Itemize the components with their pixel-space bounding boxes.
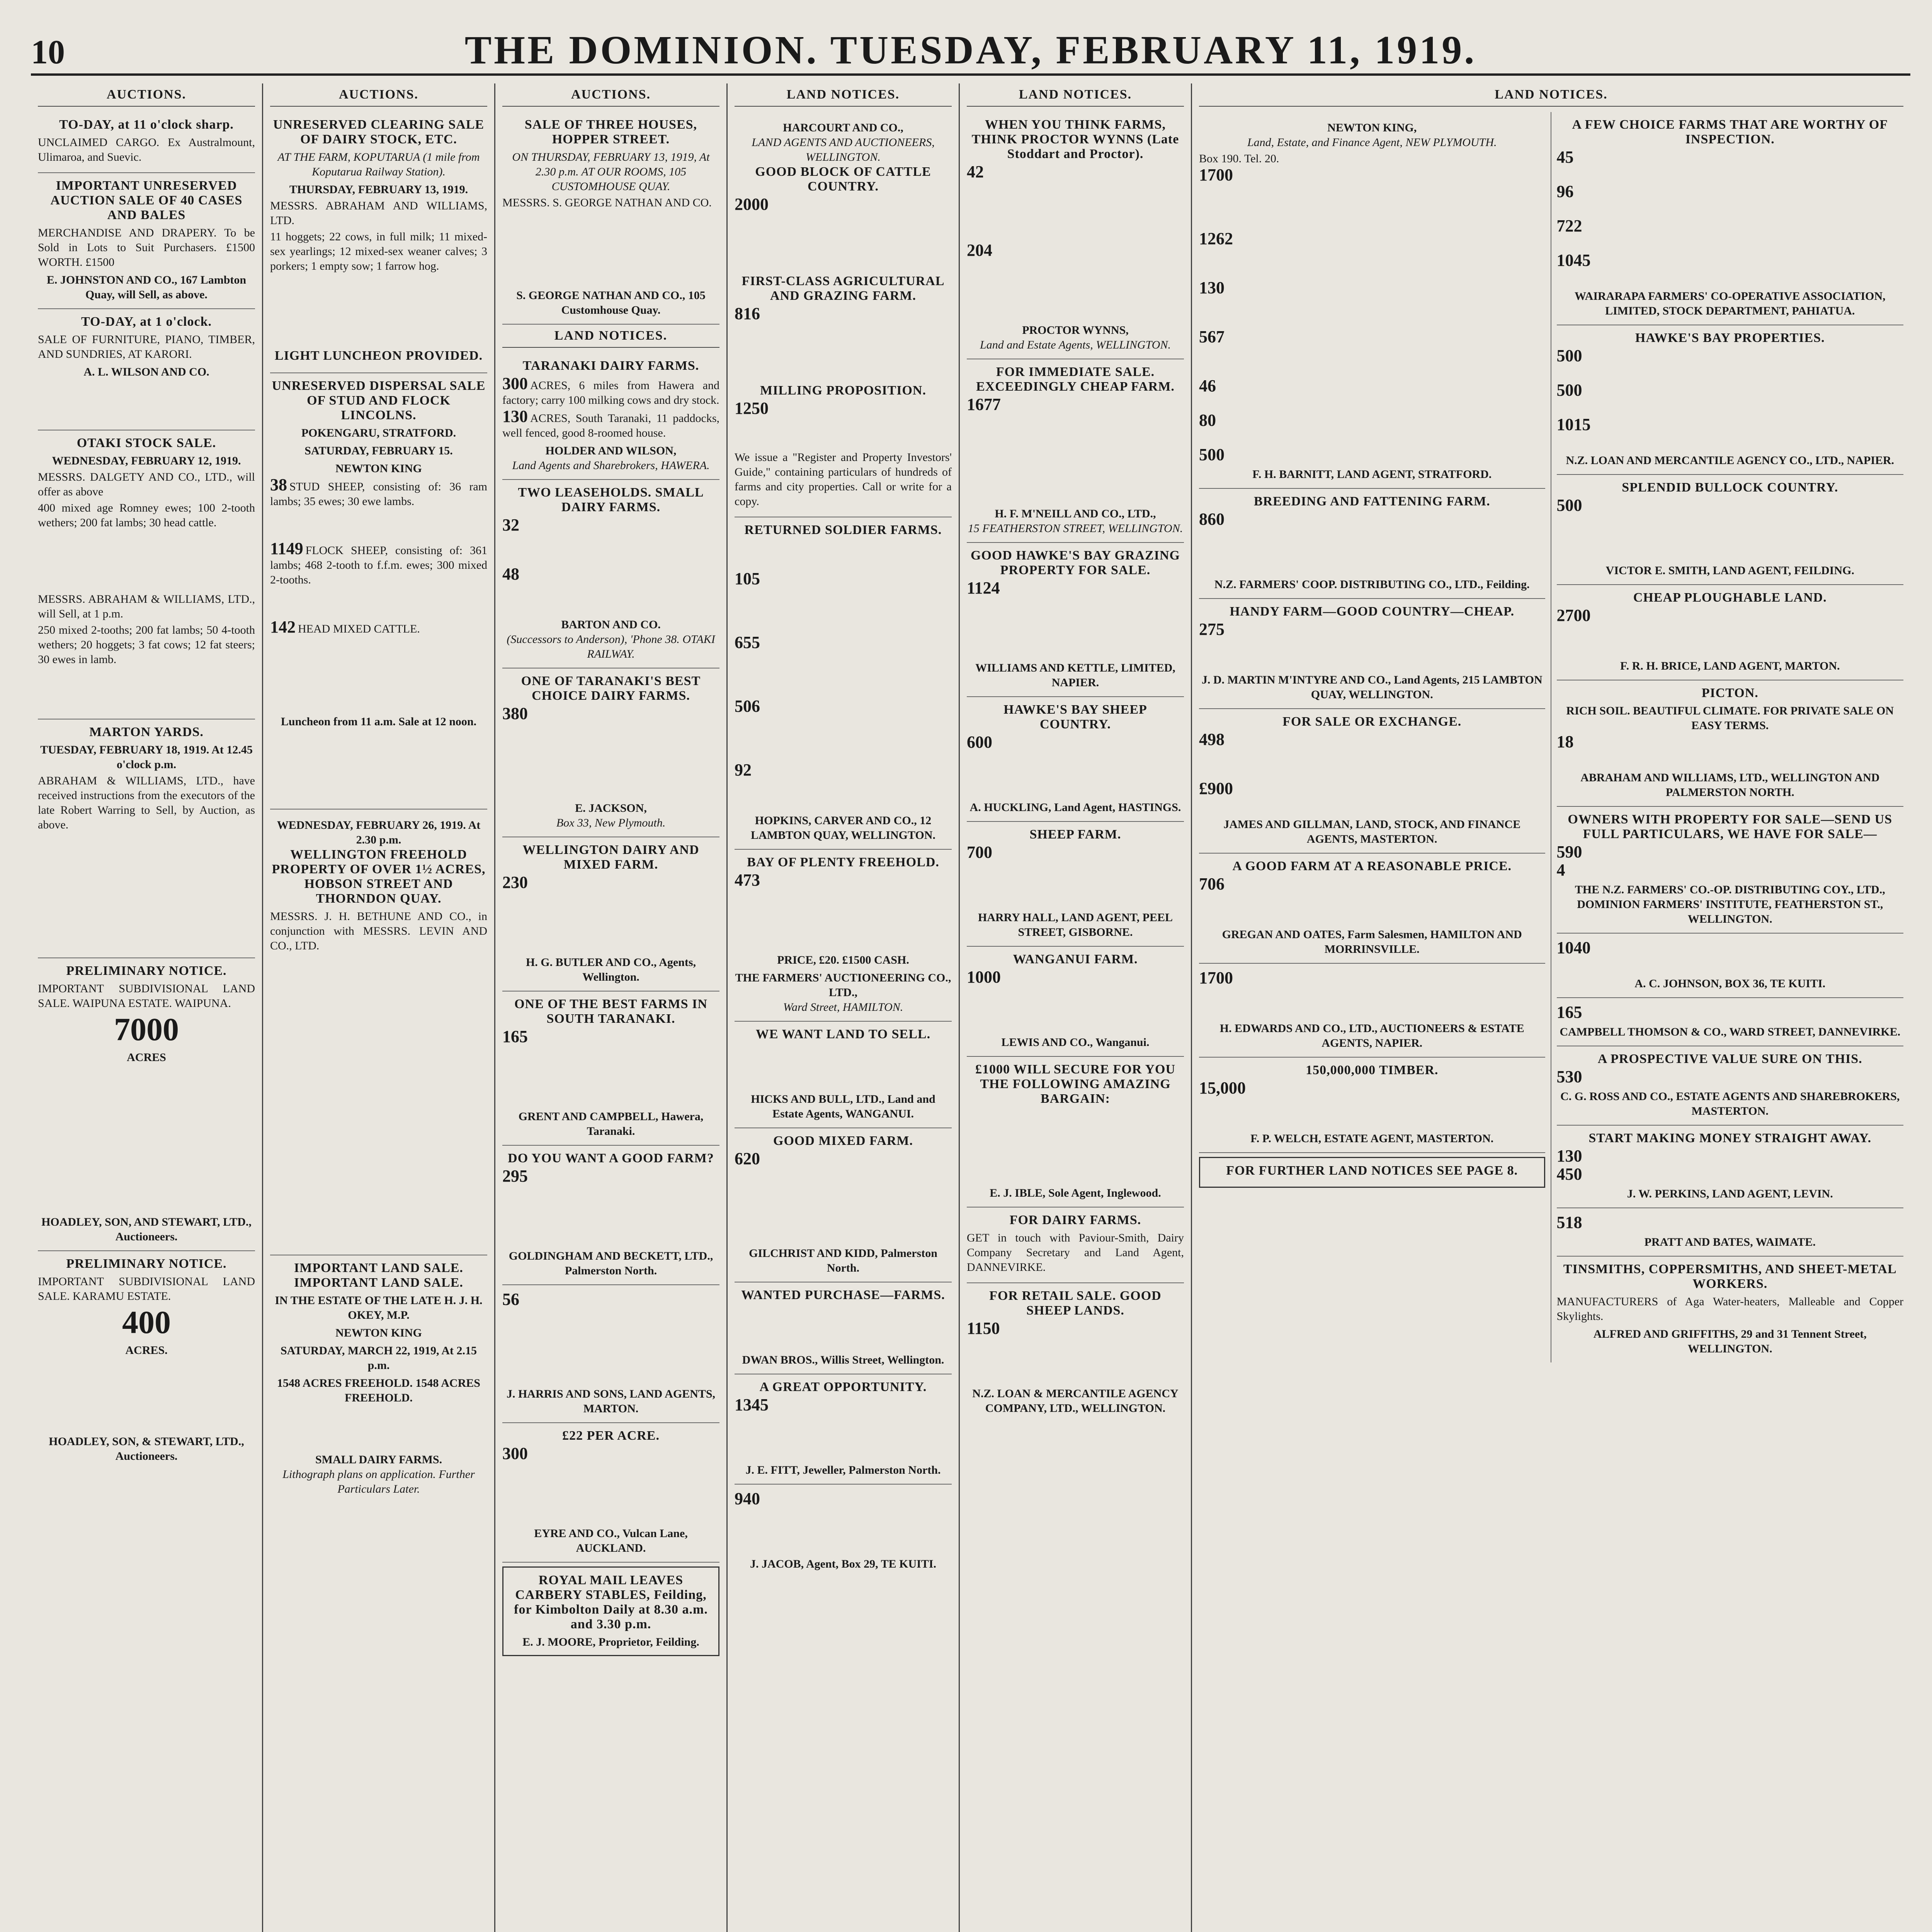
ad-lead-number: 142	[270, 617, 296, 636]
ad-lead-number: 655	[735, 633, 760, 652]
ad-napier-farm	[1199, 964, 1545, 1058]
column-heading: AUCTIONS.	[38, 83, 255, 107]
ad-heading: MILLING PROPOSITION.	[760, 383, 926, 398]
ad-firm: E. J. MOORE, Proprietor, Feilding.	[522, 1636, 699, 1648]
ad-lead-number: 204	[967, 241, 992, 260]
ad-sheep-farm	[967, 822, 1184, 947]
ad-tinsmiths	[1557, 1257, 1904, 1362]
ad-royal-mail	[502, 1566, 719, 1656]
ad-lead-number: 473	[735, 871, 760, 889]
ad-firm: DWAN BROS., Willis Street, Wellington.	[742, 1354, 944, 1366]
ad-firm: H. EDWARDS AND CO., LTD., AUCTIONEERS & ESTATE AGENTS, NAPIER.	[1219, 1022, 1524, 1049]
ad-firm: J. D. MARTIN M'INTYRE AND CO., Land Agents, 215 LAMBTON QUAY, WELLINGTON.	[1201, 673, 1543, 701]
ad-lead-number: 1700	[1199, 165, 1233, 184]
ad-heading: SALE OF THREE HOUSES, HOPPER STREET.	[524, 117, 697, 146]
ad-heading: ONE OF TARANAKI'S BEST CHOICE DAIRY FARMS.	[521, 674, 701, 703]
ad-text: HEAD MIXED CATTLE.	[298, 622, 420, 635]
ad-lead-number: 506	[735, 697, 760, 716]
ad-firm: J. JACOB, Agent, Box 29, TE KUITI.	[750, 1558, 937, 1570]
ad-address: Land Agents and Sharebrokers, HAWERA.	[512, 459, 710, 472]
ad-heading: WANTED PURCHASE—FARMS.	[741, 1288, 945, 1302]
ad-text: RICH SOIL. BEAUTIFUL CLIMATE. FOR PRIVATE SALE ON EASY TERMS.	[1566, 704, 1894, 732]
ad-lead-number: 130	[502, 407, 528, 426]
ad-text: ACRES, South Taranaki, 11 paddocks, well fenced, good 8-roomed house.	[502, 412, 719, 439]
ad-lead-number: 1040	[1556, 938, 1591, 957]
ad-lead-number: 300	[502, 1444, 528, 1463]
ad-firm: A. C. JOHNSON, BOX 36, TE KUITI.	[1634, 977, 1826, 990]
ad-firm: NEWTON KING	[335, 462, 422, 475]
column-1	[31, 83, 263, 1932]
ad-text: GET in touch with Paviour-Smith, Dairy Company Secretary and Land Agent, DANNEVIRKE.	[967, 1231, 1184, 1274]
ad-lead-number: 38	[270, 475, 287, 494]
ad-heading: BAY OF PLENTY FREEHOLD.	[747, 855, 939, 869]
ad-heading: A GOOD FARM AT A REASONABLE PRICE.	[1232, 859, 1512, 873]
ad-see-page-8	[1199, 1157, 1545, 1188]
ad-text: STUD SHEEP, consisting of: 36 ram lambs; 35 ewes; 30 ewe lambs.	[270, 480, 487, 508]
ad-lead-number: 620	[735, 1149, 760, 1168]
ad-firm: WAIRARAPA FARMERS' CO-OPERATIVE ASSOCIATION, LIMITED, STOCK DEPARTMENT, PAHIATUA.	[1574, 290, 1886, 317]
ad-heading: START MAKING MONEY STRAIGHT AWAY.	[1588, 1131, 1872, 1145]
ad-choice-farms	[1557, 112, 1904, 325]
ad-firm: HARRY HALL, LAND AGENT, PEEL STREET, GISBORNE.	[978, 911, 1173, 939]
ad-te-kuiti	[735, 1485, 952, 1578]
ad-lead-number: 530	[1556, 1067, 1582, 1086]
column-6-right	[1551, 112, 1904, 1362]
ad-proctor-wynns	[967, 112, 1184, 359]
ad-timber	[1199, 1058, 1545, 1153]
ad-heading: SHEEP FARM.	[1029, 827, 1121, 842]
ad-address: Box 33, New Plymouth.	[556, 816, 666, 829]
ad-lead-number: 2000	[735, 195, 769, 214]
ad-newton-king	[1199, 112, 1545, 489]
ad-lead-number: 500	[1199, 445, 1225, 464]
ad-text: 250 mixed 2-tooths; 200 fat lambs; 50 4-tooth wethers; 20 hoggets; 3 fat cows; 12 fat steers; 30 ewes in lamb.	[38, 624, 255, 666]
ad-firm: EYRE AND CO., Vulcan Lane, AUCKLAND.	[534, 1527, 688, 1554]
ad-hawkes-bay-properties	[1557, 325, 1904, 475]
ad-firm: NEWTON KING,	[1327, 121, 1417, 134]
ad-heading: WE WANT LAND TO SELL.	[755, 1027, 931, 1041]
ad-auckland-farm	[502, 1423, 719, 1563]
ad-firm: N.Z. FARMERS' COOP. DISTRIBUTING CO., LTD., Feilding.	[1214, 578, 1530, 591]
ad-lead-number: 1045	[1556, 251, 1591, 270]
ad-hobson-street	[270, 810, 487, 1255]
ad-heading: OWNERS WITH PROPERTY FOR SALE—SEND US FULL PARTICULARS, WE HAVE FOR SALE—	[1568, 812, 1893, 841]
ad-address: (Successors to Anderson), 'Phone 38. OTAKI RAILWAY.	[507, 633, 715, 660]
ad-price: PRICE, £20. £1500 CASH.	[777, 954, 909, 966]
column-6-split	[1199, 112, 1903, 1362]
ad-heading: WHEN YOU THINK FARMS, THINK PROCTOR WYNNS (Late Stoddart and Proctor).	[971, 117, 1179, 161]
ad-lead-number: 590	[1556, 842, 1582, 861]
ad-firm: MESSRS. ABRAHAM AND WILLIAMS, LTD.	[270, 199, 487, 227]
ad-address: Ward Street, HAMILTON.	[783, 1001, 903, 1014]
ad-subheading: LIGHT LUNCHEON PROVIDED.	[274, 349, 483, 363]
ad-heading: A FEW CHOICE FARMS THAT ARE WORTHY OF INSPECTION.	[1572, 117, 1888, 146]
ad-heading: UNRESERVED CLEARING SALE OF DAIRY STOCK, ETC.	[273, 117, 485, 146]
ad-heading: TINSMITHS, COPPERSMITHS, AND SHEET-METAL WORKERS.	[1563, 1262, 1897, 1291]
ad-marton-yards	[38, 719, 255, 958]
ad-heading: GOOD BLOCK OF CATTLE COUNTRY.	[755, 165, 931, 194]
ad-hopper-street	[502, 112, 719, 325]
ad-heading: UNRESERVED DISPERSAL SALE OF STUD AND FLOCK LINCOLNS.	[272, 379, 486, 422]
ad-firm: MESSRS. J. H. BETHUNE AND CO., in conjunction with MESSRS. LEVIN AND CO., LTD.	[270, 910, 487, 952]
ad-firm: JAMES AND GILLMAN, LAND, STOCK, AND FINANCE AGENTS, MASTERTON.	[1223, 818, 1521, 845]
ad-heading: IMPORTANT UNRESERVED AUCTION SALE OF 40 CASES AND BALES	[50, 179, 243, 222]
ad-two-leaseholds	[502, 480, 719, 668]
ad-text: ACRES, 6 miles from Hawera and factory; carry 100 milking cows and dry stock.	[502, 379, 719, 406]
ad-harcourt	[735, 112, 952, 517]
ad-lead-number: 816	[735, 304, 760, 323]
ad-heading: WELLINGTON DAIRY AND MIXED FARM.	[522, 843, 699, 872]
ad-making-money	[1557, 1126, 1904, 1208]
ad-acreage-label: ACRES	[127, 1051, 166, 1064]
ad-lead-number: 567	[1199, 327, 1225, 346]
column-grid	[31, 83, 1910, 1932]
ad-heading: FOR DAIRY FARMS.	[1009, 1213, 1141, 1227]
ad-firm: S. GEORGE NATHAN AND CO., 105 Customhouse Quay.	[516, 289, 706, 316]
ad-text: UNCLAIMED CARGO. Ex Australmount, Ulimaroa, and Suevic.	[38, 136, 255, 163]
ad-heading: PICTON.	[1701, 686, 1759, 700]
ad-lead-number: 1015	[1556, 415, 1591, 434]
ad-wellington-dairy	[502, 837, 719, 992]
ad-text: 400 mixed age Romney ewes; 100 2-tooth wethers; 200 fat lambs; 30 head cattle.	[38, 502, 255, 529]
ad-firm: HARCOURT AND CO.,	[783, 121, 903, 134]
ad-heading: 150,000,000 TIMBER.	[1306, 1063, 1439, 1077]
ad-firm: WILLIAMS AND KETTLE, LIMITED, NAPIER.	[975, 662, 1175, 689]
ad-heading: TARANAKI DAIRY FARMS.	[522, 359, 699, 373]
ad-heading: FOR RETAIL SALE. GOOD SHEEP LANDS.	[989, 1289, 1162, 1318]
ad-lead-number: 1345	[735, 1395, 769, 1414]
ad-firm: C. G. ROSS AND CO., ESTATE AGENTS AND SHAREBROKERS, MASTERTON.	[1560, 1090, 1900, 1117]
ad-text: MERCHANDISE AND DRAPERY. To be Sold in Lots to Suit Purchasers. £1500 WORTH. £1500	[38, 226, 255, 269]
ad-acreage: 7000	[114, 1012, 179, 1048]
ad-heading: FOR IMMEDIATE SALE. EXCEEDINGLY CHEAP FARM.	[976, 365, 1175, 394]
ad-lead-number: 295	[502, 1167, 528, 1185]
ad-good-farm	[502, 1146, 719, 1285]
ad-lead-number: 32	[502, 515, 519, 534]
ad-lead-number: 42	[967, 162, 984, 181]
ad-heading: WANGANUI FARM.	[1013, 952, 1138, 966]
ad-firm: HOPKINS, CARVER AND CO., 12 LAMBTON QUAY, WELLINGTON.	[751, 814, 935, 842]
masthead-title: THE DOMINION. TUESDAY, FEBRUARY 11, 1919.	[464, 28, 1477, 72]
ad-heading: £22 PER ACRE.	[562, 1429, 660, 1443]
ad-text: Lithograph plans on application. Further Particulars Later.	[282, 1468, 475, 1495]
ad-heading: TWO LEASEHOLDS. SMALL DAIRY FARMS.	[518, 485, 704, 514]
ad-heading: GOOD HAWKE'S BAY GRAZING PROPERTY FOR SALE.	[971, 548, 1180, 577]
ad-lead-number: 1262	[1199, 229, 1233, 248]
ad-firm: A. L. WILSON AND CO.	[83, 366, 209, 378]
ad-lead-number: 1250	[735, 399, 769, 418]
ad-lead-number: 300	[502, 374, 528, 393]
ad-lead-number: 18	[1556, 732, 1574, 751]
ad-date: SATURDAY, MARCH 22, 1919, At 2.15 p.m.	[280, 1344, 477, 1372]
ad-heading: PRELIMINARY NOTICE.	[66, 964, 227, 978]
ad-acreage-label: ACRES.	[125, 1344, 168, 1357]
ad-firm: MESSRS. S. GEORGE NATHAN AND CO.	[502, 196, 712, 209]
ad-heading: CHEAP PLOUGHABLE LAND.	[1633, 590, 1827, 605]
ad-firm: MESSRS. ABRAHAM & WILLIAMS, LTD., will Sell, at 1 p.m.	[38, 593, 255, 620]
ad-unclaimed-cargo	[38, 112, 255, 173]
ad-koputarua	[270, 112, 487, 373]
ad-lead-number: 56	[502, 1290, 519, 1309]
ad-lead-number: 706	[1199, 874, 1225, 893]
ad-heading: £1000 WILL SECURE FOR YOU THE FOLLOWING AMAZING BARGAIN:	[975, 1062, 1176, 1106]
ad-heading: A GREAT OPPORTUNITY.	[759, 1380, 927, 1394]
ad-lead-number: 96	[1556, 182, 1574, 201]
ad-heading: WELLINGTON FREEHOLD PROPERTY OF OVER 1½ ACRES, HOBSON STREET AND THORNDON QUAY.	[272, 847, 486, 906]
ad-firm: BARTON AND CO.	[561, 618, 661, 631]
ad-firm: J. W. PERKINS, LAND AGENT, LEVIN.	[1627, 1187, 1833, 1200]
ad-lead-number: 1149	[270, 539, 303, 558]
ad-breeding-farm	[1199, 489, 1545, 599]
ad-firm: MESSRS. DALGETY AND CO., LTD., will offer as above	[38, 471, 255, 498]
ad-heading: HANDY FARM—GOOD COUNTRY—CHEAP.	[1230, 604, 1515, 619]
ad-firm: E. J. IBLE, Sole Agent, Inglewood.	[990, 1187, 1161, 1199]
ad-date: WEDNESDAY, FEBRUARY 12, 1919.	[52, 454, 241, 467]
ad-lead-number: 600	[967, 733, 992, 752]
ad-okey-estate	[270, 1255, 487, 1503]
ad-firm: A. HUCKLING, Land Agent, HASTINGS.	[969, 801, 1181, 814]
ad-bay-of-plenty	[735, 850, 952, 1022]
page-number: 10	[31, 34, 65, 71]
ad-date: TUESDAY, FEBRUARY 18, 1919. At 12.45 o'clock p.m.	[40, 743, 253, 771]
ad-lead-number: 500	[1556, 496, 1582, 515]
ad-heading: FIRST-CLASS AGRICULTURAL AND GRAZING FARM.	[742, 274, 945, 303]
ad-heading: TO-DAY, at 11 o'clock sharp.	[59, 117, 234, 132]
ad-lead-number: 105	[735, 569, 760, 588]
ad-firm: F. R. H. BRICE, LAND AGENT, MARTON.	[1620, 660, 1840, 672]
ad-text: ABRAHAM & WILLIAMS, LTD., have received instructions from the executors of the late Robert Warring to Sell, by Auction, as above.	[38, 774, 255, 831]
column-heading: LAND NOTICES.	[735, 83, 952, 107]
ad-heading: FOR SALE OR EXCHANGE.	[1282, 714, 1462, 729]
ad-firm: HICKS AND BULL, LTD., Land and Estate Agents, WANGANUI.	[751, 1093, 935, 1120]
ad-karori-sale	[38, 309, 255, 430]
ad-lead-number: 130	[1199, 278, 1225, 297]
ad-lead-number: 45	[1556, 148, 1574, 167]
ad-firm: H. G. BUTLER AND CO., Agents, Wellington.	[526, 956, 696, 983]
ad-lead-number: 450	[1556, 1165, 1582, 1184]
ad-lead-number: 518	[1556, 1213, 1582, 1232]
ad-otaki-stock	[38, 430, 255, 719]
ad-text: SMALL DAIRY FARMS.	[315, 1453, 442, 1466]
ad-box: Box 190. Tel. 20.	[1199, 152, 1279, 165]
column-2	[263, 83, 495, 1932]
ad-lincolns	[270, 373, 487, 810]
ad-acreage: 400	[122, 1304, 171, 1340]
ad-lead-number: 500	[1556, 381, 1582, 400]
column-4	[728, 83, 960, 1932]
ad-heading: DO YOU WANT A GOOD FARM?	[508, 1151, 714, 1165]
ad-place: POKENGARU, STRATFORD.	[301, 427, 456, 439]
ad-wanted-purchase	[735, 1282, 952, 1374]
ad-lead-number: 80	[1199, 411, 1216, 430]
ad-hawkes-bay-sheep	[967, 697, 1184, 822]
column-heading: LAND NOTICES.	[967, 83, 1184, 107]
ad-marton-farm	[502, 1285, 719, 1423]
ad-cheap-farm	[967, 359, 1184, 543]
ad-firm: ABRAHAM AND WILLIAMS, LTD., WELLINGTON AND PALMERSTON NORTH.	[1580, 771, 1880, 799]
ad-heading: A PROSPECTIVE VALUE SURE ON THIS.	[1597, 1052, 1862, 1066]
ad-text: 11 hoggets; 22 cows, in full milk; 11 mixed-sex yearlings; 12 mixed-sex weaner calves; 3 porkers; 1 empty sow; 1 farrow hog.	[270, 230, 487, 272]
ad-bullock-country	[1557, 475, 1904, 585]
ad-owners-property	[1557, 807, 1904, 934]
ad-firm: VICTOR E. SMITH, LAND AGENT, FEILDING.	[1605, 564, 1854, 577]
ad-date: SATURDAY, FEBRUARY 15.	[304, 444, 453, 457]
ad-address: Land and Estate Agents, WELLINGTON.	[980, 338, 1171, 351]
ad-date: THURSDAY, FEBRUARY 13, 1919.	[289, 183, 468, 196]
ad-lead-number: 722	[1556, 216, 1582, 235]
ad-lead-number: 46	[1199, 376, 1216, 395]
ad-firm: F. H. BARNITT, LAND AGENT, STRATFORD.	[1252, 468, 1492, 481]
ad-firm: LEWIS AND CO., Wanganui.	[1001, 1036, 1150, 1049]
ad-heading: ROYAL MAIL LEAVES CARBERY STABLES, Feilding, for Kimbolton Daily at 8.30 a.m. and 3.30 p.m.	[514, 1573, 708, 1631]
ad-firm: NEWTON KING	[335, 1327, 422, 1339]
ad-lead-number: 165	[502, 1027, 528, 1046]
ad-note: Luncheon from 11 a.m. Sale at 12 noon.	[281, 715, 477, 728]
ad-text: IMPORTANT SUBDIVISIONAL LAND SALE. WAIPUNA ESTATE. WAIPUNA.	[38, 982, 255, 1010]
ad-lead-number: 1150	[967, 1319, 1000, 1338]
ad-firm: N.Z. LOAN AND MERCANTILE AGENCY CO., LTD., NAPIER.	[1566, 454, 1895, 467]
ad-south-taranaki	[502, 992, 719, 1146]
ad-lead-number: 1700	[1199, 968, 1233, 987]
ad-lead-number: 2700	[1556, 606, 1591, 625]
ad-heading: TO-DAY, at 1 o'clock.	[81, 315, 212, 329]
ad-lead-number: 860	[1199, 510, 1225, 529]
ad-firm: CAMPBELL THOMSON & CO., WARD STREET, DANNEVIRKE.	[1560, 1026, 1901, 1038]
ad-lead-number: 500	[1556, 346, 1582, 365]
ad-firm: HOADLEY, SON, AND STEWART, LTD., Auctioneers.	[41, 1216, 252, 1243]
ad-handy-farm	[1199, 599, 1545, 709]
ad-text: SALE OF FURNITURE, PIANO, TIMBER, AND SUNDRIES, AT KARORI.	[38, 333, 255, 361]
ad-heading: ONE OF THE BEST FARMS IN SOUTH TARANAKI.	[514, 997, 707, 1026]
ad-place: AT THE FARM, KOPUTARUA (1 mile from Koputarua Railway Station).	[277, 151, 480, 178]
ad-firm: F. P. WELCH, ESTATE AGENT, MASTERTON.	[1250, 1132, 1494, 1145]
masthead	[31, 27, 1910, 76]
ad-address: Land, Estate, and Finance Agent, NEW PLYMOUTH.	[1247, 136, 1497, 149]
ad-lead-number: 4	[1556, 861, 1565, 879]
ad-firm: GILCHRIST AND KIDD, Palmerston North.	[749, 1247, 937, 1274]
ad-hawkes-bay-grazing	[967, 543, 1184, 697]
ad-firm: GREGAN AND OATES, Farm Salesmen, HAMILTON AND MORRINSVILLE.	[1222, 928, 1522, 956]
ad-text: MANUFACTURERS of Aga Water-heaters, Malleable and Copper Skylights.	[1556, 1295, 1903, 1323]
ad-lead-number: 165	[1556, 1003, 1582, 1022]
ad-heading: HAWKE'S BAY SHEEP COUNTRY.	[1003, 702, 1147, 731]
ad-lead-number: 48	[502, 565, 519, 583]
ad-picton	[1557, 680, 1904, 807]
ad-firm: HOLDER AND WILSON,	[545, 444, 677, 457]
ad-text: 1548 ACRES FREEHOLD. 1548 ACRES FREEHOLD.	[277, 1377, 480, 1404]
ad-heading: IMPORTANT LAND SALE. IMPORTANT LAND SALE.	[294, 1261, 463, 1290]
ad-lead-number: 498	[1199, 730, 1225, 749]
ad-lead-number: 380	[502, 704, 528, 723]
ad-great-opportunity	[735, 1374, 952, 1485]
ad-lead-number: 1677	[967, 395, 1001, 414]
ad-te-kuiti-johnson	[1557, 934, 1904, 998]
column-heading: LAND NOTICES.	[1199, 83, 1903, 107]
ad-firm: GOLDINGHAM AND BECKETT, LTD., Palmerston North.	[509, 1250, 713, 1277]
ad-lead-number: 700	[967, 843, 992, 862]
ad-dannevirke	[1557, 998, 1904, 1046]
ad-taranaki-best	[502, 668, 719, 837]
ad-heading: MARTON YARDS.	[89, 725, 204, 739]
ad-wanganui-farm	[967, 947, 1184, 1057]
ad-heading: GOOD MIXED FARM.	[773, 1134, 913, 1148]
ad-firm: J. HARRIS AND SONS, LAND AGENTS, MARTON.	[506, 1388, 716, 1415]
ad-heading: HAWKE'S BAY PROPERTIES.	[1635, 331, 1825, 345]
ad-address: 15 FEATHERSTON STREET, WELLINGTON.	[968, 522, 1183, 535]
ad-heading: RETURNED SOLDIER FARMS.	[744, 523, 942, 537]
ad-merchandise	[38, 173, 255, 309]
ad-heading: FOR FURTHER LAND NOTICES SEE PAGE 8.	[1226, 1163, 1518, 1178]
ad-firm: HOADLEY, SON, & STEWART, LTD., Auctioneers.	[49, 1435, 244, 1463]
ad-prospective-value	[1557, 1046, 1904, 1126]
ad-text: We issue a "Register and Property Investors' Guide," containing particulars of hundreds of farms and city properties. Call or write for a copy.	[735, 451, 952, 508]
column-3	[495, 83, 728, 1932]
column-heading: AUCTIONS.	[502, 83, 719, 107]
ad-firm: N.Z. LOAN & MERCANTILE AGENCY COMPANY, LTD., WELLINGTON.	[972, 1387, 1179, 1415]
column-heading: AUCTIONS.	[270, 83, 487, 107]
ad-lead-number: 230	[502, 873, 528, 892]
ad-heading: PRELIMINARY NOTICE.	[66, 1257, 227, 1271]
ad-mixed-farm	[735, 1128, 952, 1282]
ad-firm: THE N.Z. FARMERS' CO.-OP. DISTRIBUTING COY., LTD., DOMINION FARMERS' INSTITUTE, FEATHERSTON ST., WELLINGTON.	[1575, 883, 1885, 925]
ad-karamu	[38, 1251, 255, 1470]
ad-returned-soldier	[735, 517, 952, 850]
ad-lead-number: 130	[1556, 1146, 1582, 1165]
ad-firm: GRENT AND CAMPBELL, Hawera, Taranaki.	[518, 1110, 704, 1138]
ad-firm: PROCTOR WYNNS,	[1022, 324, 1129, 337]
ad-lead-number: 92	[735, 760, 752, 779]
section-heading: LAND NOTICES.	[502, 325, 719, 348]
ad-firm: THE FARMERS' AUCTIONEERING CO., LTD.,	[735, 971, 951, 999]
ad-sheep-lands	[967, 1283, 1184, 1422]
ad-heading: SPLENDID BULLOCK COUNTRY.	[1622, 480, 1838, 495]
ad-text: IN THE ESTATE OF THE LATE H. J. H. OKEY, M.P.	[275, 1294, 483, 1321]
ad-ploughable-land	[1557, 585, 1904, 680]
ad-date: ON THURSDAY, FEBRUARY 13, 1919, At 2.30 p.m. AT OUR ROOMS, 105 CUSTOMHOUSE QUAY.	[512, 151, 710, 193]
ad-heading: OTAKI STOCK SALE.	[77, 436, 216, 450]
ad-firm: H. F. M'NEILL AND CO., LTD.,	[995, 507, 1156, 520]
ad-address: LAND AGENTS AND AUCTIONEERS, WELLINGTON.	[752, 136, 935, 163]
ad-lead-number: 1000	[967, 968, 1001, 986]
ad-dairy-farms	[967, 1208, 1184, 1283]
ad-firm: E. JOHNSTON AND CO., 167 Lambton Quay, will Sell, as above.	[46, 274, 247, 301]
ad-taranaki-dairy	[502, 353, 719, 480]
ad-firm: J. E. FITT, Jeweller, Palmerston North.	[745, 1464, 941, 1476]
ad-reasonable-price	[1199, 854, 1545, 964]
ad-firm: E. JACKSON,	[575, 802, 647, 815]
ad-firm: ALFRED AND GRIFFITHS, 29 and 31 Tennent Street, WELLINGTON.	[1593, 1328, 1867, 1355]
ad-date: WEDNESDAY, FEBRUARY 26, 1919. At 2.30 p.m.	[277, 819, 481, 846]
ad-text: FLOCK SHEEP, consisting of: 361 lambs; 468 2-tooth to f.f.m. ewes; 300 mixed 2-tooths.	[270, 544, 487, 586]
ad-lead-number: 15,000	[1199, 1078, 1246, 1097]
column-6-left	[1199, 112, 1551, 1362]
column-6	[1192, 83, 1910, 1932]
ad-waimate	[1557, 1208, 1904, 1257]
ad-waipuna	[38, 958, 255, 1251]
column-5	[960, 83, 1192, 1932]
ad-lead-number: £900	[1199, 779, 1233, 798]
ad-text: IMPORTANT SUBDIVISIONAL LAND SALE. KARAMU ESTATE.	[38, 1275, 255, 1303]
ad-want-land	[735, 1022, 952, 1128]
ad-amazing-bargain	[967, 1057, 1184, 1208]
ad-lead-number: 275	[1199, 620, 1225, 639]
ad-heading: BREEDING AND FATTENING FARM.	[1253, 494, 1490, 509]
ad-lead-number: 940	[735, 1489, 760, 1508]
ad-sale-exchange	[1199, 709, 1545, 854]
ad-firm: PRATT AND BATES, WAIMATE.	[1644, 1236, 1816, 1248]
ad-lead-number: 1124	[967, 578, 1000, 597]
